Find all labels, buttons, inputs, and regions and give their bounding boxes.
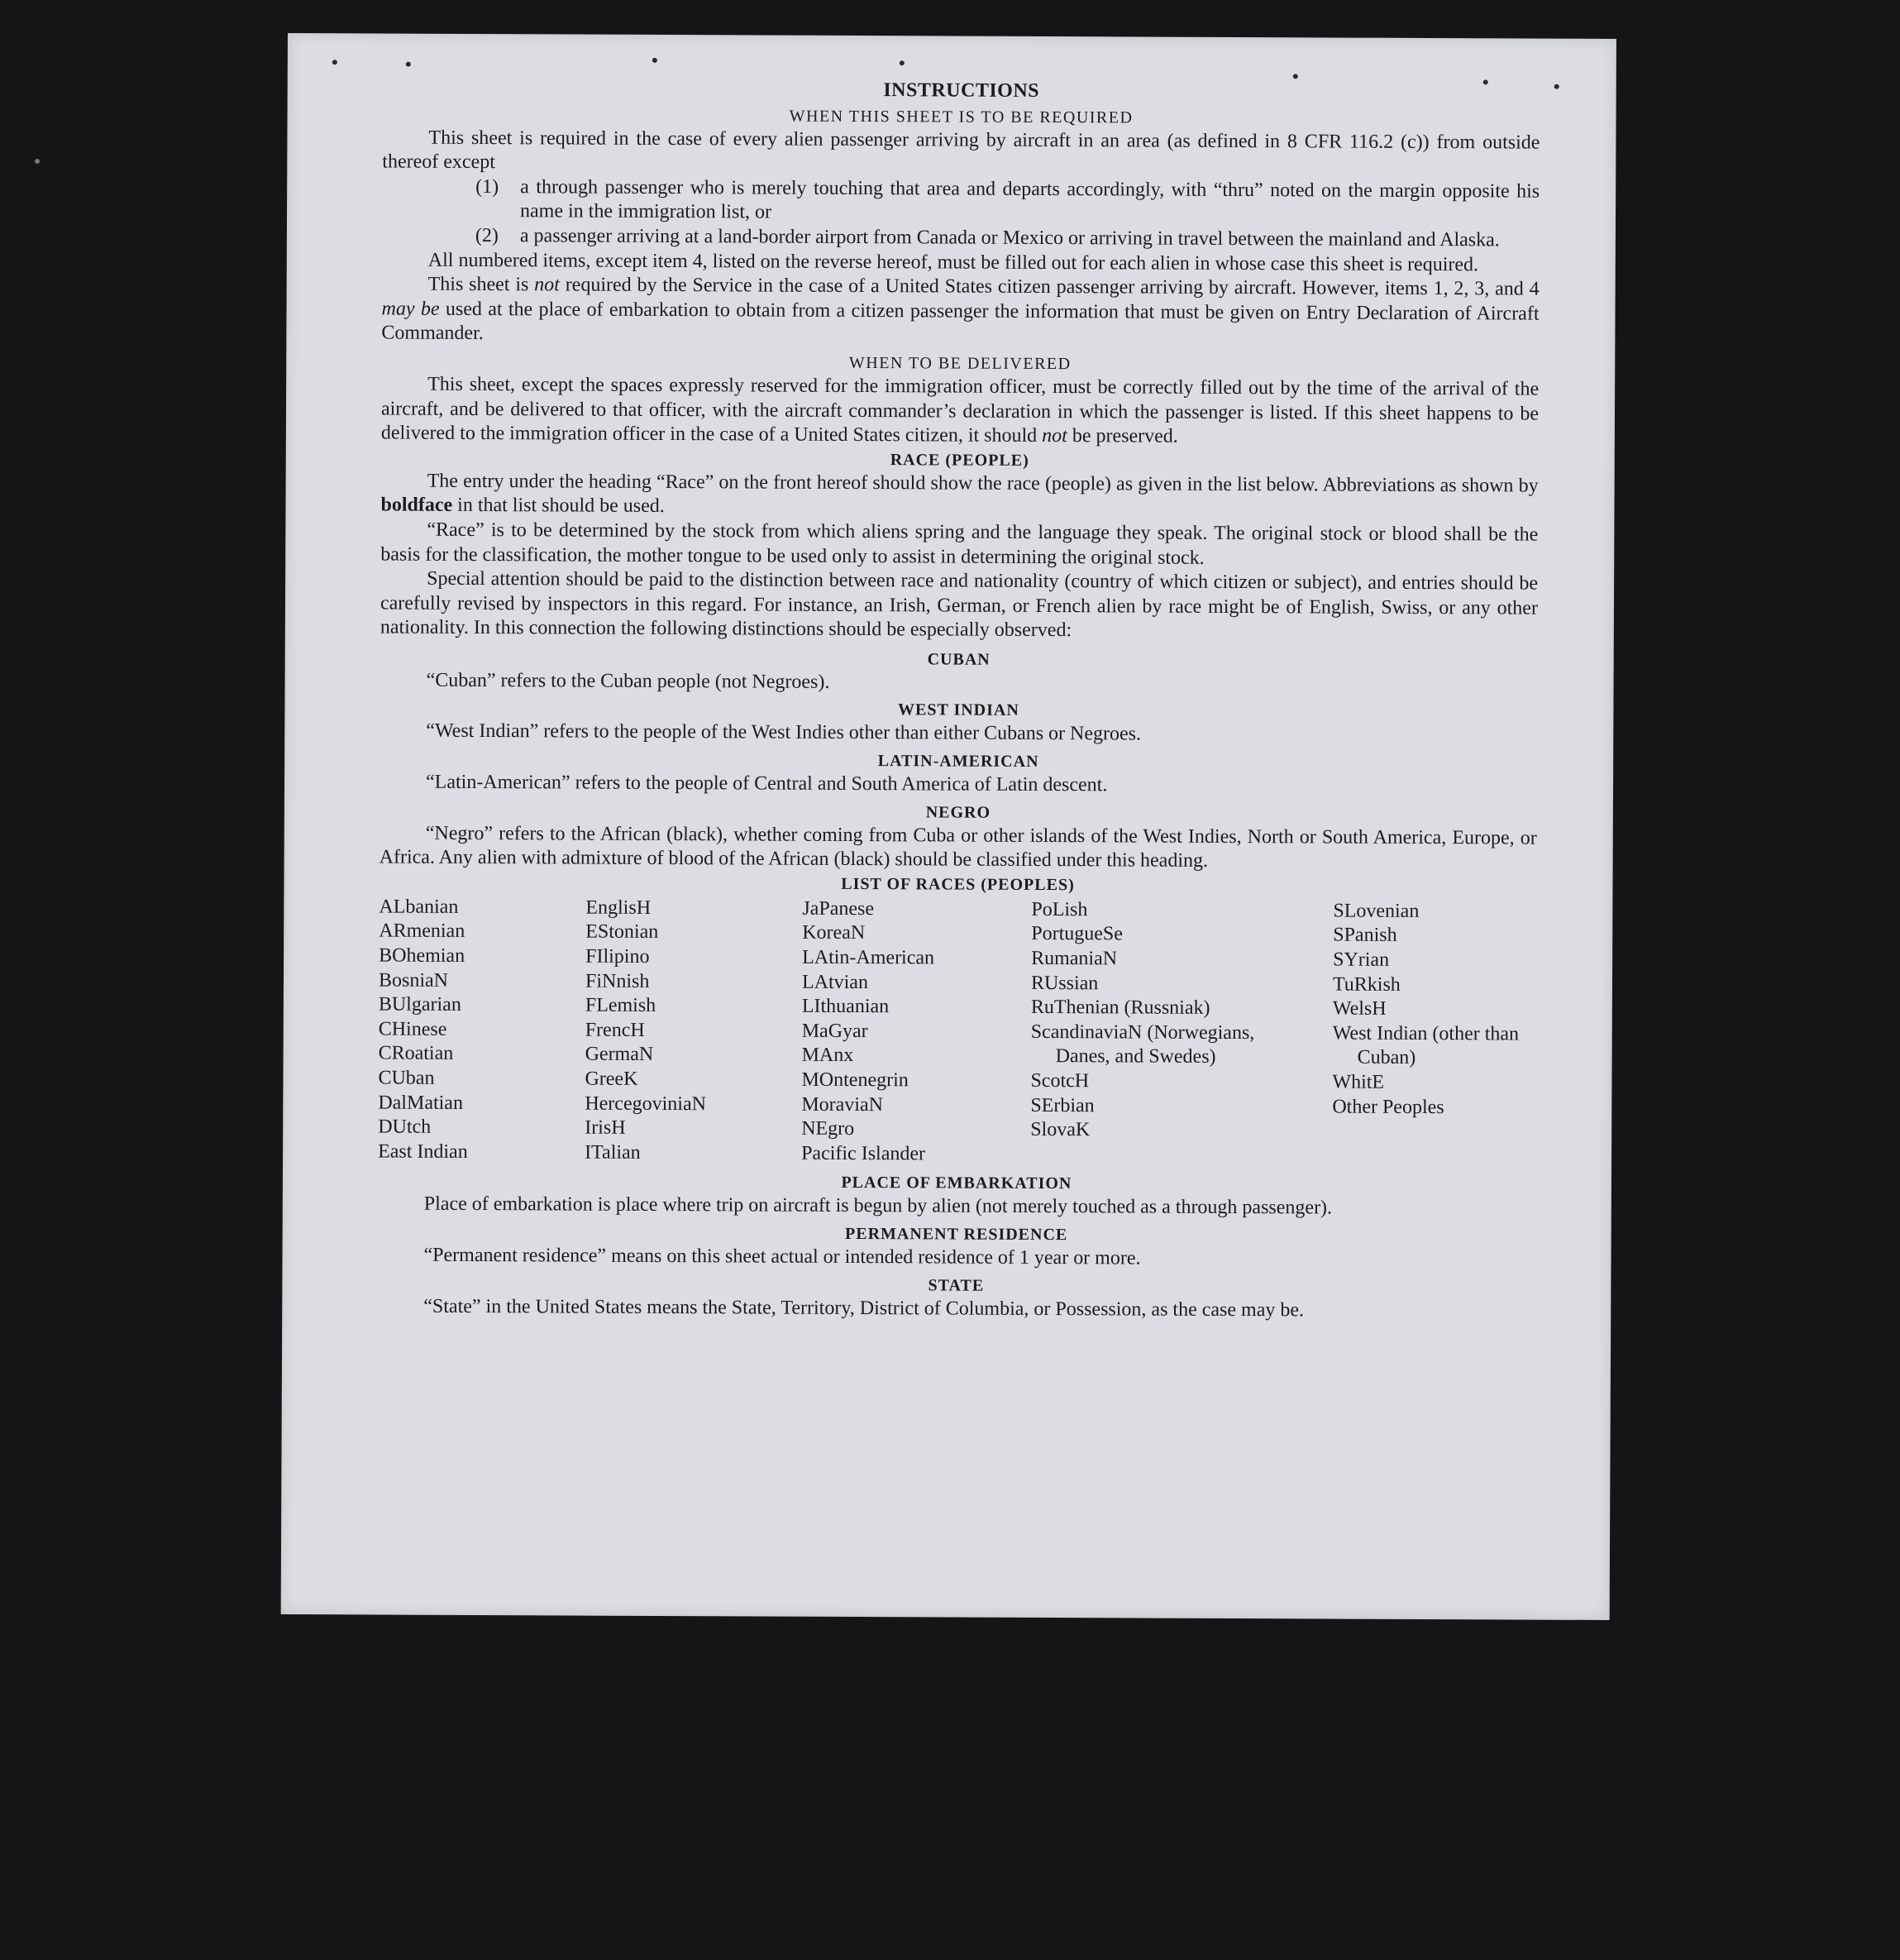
race-entry: SErbian xyxy=(1030,1094,1095,1116)
section-heading-race: RACE (PEOPLE) xyxy=(890,450,1029,470)
race-entry: DalMatian xyxy=(378,1092,464,1114)
race-entry: MOntenegrin xyxy=(801,1068,909,1092)
race-entry: SYrian xyxy=(1333,949,1390,971)
race-entry: KoreaN xyxy=(802,922,866,944)
document-title: INSTRUCTIONS xyxy=(883,79,1040,102)
punch-mark xyxy=(1293,74,1298,79)
race-entry: GermaN xyxy=(585,1043,654,1066)
section-heading-negro: NEGRO xyxy=(925,803,991,822)
punch-mark xyxy=(652,58,657,63)
scan-speck xyxy=(35,159,40,164)
item-text: a through passenger who is merely touching that area and departs accordingly, with “thru” noted on the margin opposite his name in the immigration list, or xyxy=(520,176,1540,223)
race-entry: ScandinaviaN (Norwegians, Danes, and Swedes) xyxy=(1030,1021,1255,1068)
race-entry: TuRkish xyxy=(1332,973,1401,996)
delivered-paragraph: This sheet, except the spaces expressly reserved for the immigration officer, must be correctly filled out by the time of the arrival of the aircraft, and be delivered to that officer, with the aircraft commander’s declaration in which the passenger is listed. If this sheet happens to be delivered to the immigration officer in the case of a United States citizen, it should not be preserved. xyxy=(380,373,1540,447)
race-entry: BOhemian xyxy=(379,944,465,967)
race-entry: West Indian (other than Cuban) xyxy=(1332,1022,1520,1069)
races-column-3 xyxy=(801,897,1031,1168)
races-list xyxy=(378,895,1536,1169)
race-paragraph-3: Special attention should be paid to the distinction between race and nationality (country of which citizen or subject), and entries should be carefully revised by inspectors in this regard. For instance, an Irish, German, or French alien by race might be of English, Swiss, or any other nationality. In this connection the following distinctions should be especially observed: xyxy=(380,567,1539,642)
race-entry: SLovenian xyxy=(1333,900,1420,922)
residence-definition: “Permanent residence” means on this sheet actual or intended residence of 1 year or more. xyxy=(423,1244,1141,1269)
race-paragraph-2: “Race” is to be determined by the stock from which aliens spring and the language they speak. The original stock or blood shall be the basis for the classification, the mother tongue to be used only to assist in determining the original stock. xyxy=(380,519,1539,569)
item-number: (1) xyxy=(475,175,499,198)
section-heading-cuban: CUBAN xyxy=(927,650,991,669)
section-heading-delivered: WHEN TO BE DELIVERED xyxy=(848,353,1072,374)
section-heading-west-indian: WEST INDIAN xyxy=(897,700,1019,720)
race-entry: LAtvian xyxy=(801,971,869,993)
race-entry: BUlgarian xyxy=(378,993,461,1016)
races-column-1 xyxy=(378,895,585,1165)
section-heading-embarkation: PLACE OF EMBARKATION xyxy=(841,1174,1072,1193)
required-intro: This sheet is required in the case of every alien passenger arriving by aircraft in an area (as defined in 8 CFR 116.2 (c)) from outside thereof except xyxy=(382,127,1540,174)
race-entry: ITalian xyxy=(585,1141,641,1164)
races-column-2 xyxy=(585,896,802,1166)
punch-mark xyxy=(900,60,905,65)
race-entry: IrisH xyxy=(585,1116,626,1139)
negro-definition: “Negro” refers to the African (black), whether coming from Cuba or other islands of the West Indies, North or South America, Europe, or Africa. Any alien with admixture of blood of the African (black) should be classified under this heading. xyxy=(379,822,1537,872)
required-paragraph-3: This sheet is not required by the Service in the case of a United States citizen passenger arriving by aircraft. However, items 1, 2, 3, and 4 may be used at the place of embarkation to obtain from a citizen passenger the information that must be given on Entry Declaration of Aircraft Commander. xyxy=(381,273,1540,345)
race-paragraph-1: The entry under the heading “Race” on the front hereof should show the race (people) as given in the list below. Abbreviations as shown by boldface in that list should be used. xyxy=(380,470,1539,518)
race-entry: Pacific Islander xyxy=(801,1142,926,1165)
section-heading-residence: PERMANENT RESIDENCE xyxy=(844,1224,1068,1245)
race-entry: LAtin-American xyxy=(802,946,935,969)
race-entry: MoraviaN xyxy=(801,1093,884,1116)
latin-american-definition: “Latin-American” refers to the people of Central and South America of Latin descent. xyxy=(425,771,1108,796)
race-entry: ScotcH xyxy=(1030,1069,1090,1092)
race-entry: HercegoviniaN xyxy=(585,1092,707,1115)
race-entry: CHinese xyxy=(378,1018,447,1040)
list-of-races-heading: LIST OF RACES (PEOPLES) xyxy=(841,874,1075,895)
state-definition: “State” in the United States means the State, Territory, District of Columbia, or Possession, as the case may be. xyxy=(423,1295,1305,1321)
race-entry: CUban xyxy=(378,1067,435,1089)
race-entry: DUtch xyxy=(378,1116,432,1138)
race-entry: GreeK xyxy=(585,1068,638,1090)
item-text: a passenger arriving at a land-border airport from Canada or Mexico or arriving in travel between the mainland and Alaska. xyxy=(519,225,1500,251)
race-entry: LIthuanian xyxy=(801,995,890,1018)
race-entry: EnglisH xyxy=(585,896,652,919)
race-entry: RumaniaN xyxy=(1031,947,1118,970)
race-entry: SPanish xyxy=(1333,924,1397,947)
race-entry: FrencH xyxy=(585,1019,645,1041)
item-number: (2) xyxy=(475,224,499,247)
exception-item-1 xyxy=(475,175,1540,229)
section-heading-latin-american: LATIN-AMERICAN xyxy=(877,752,1039,772)
race-entry: FLemish xyxy=(585,994,656,1017)
section-heading-state: STATE xyxy=(928,1275,985,1295)
punch-mark xyxy=(332,60,337,65)
race-entry: BosniaN xyxy=(378,969,449,992)
required-paragraph-2: All numbered items, except item 4, listed on the reverse hereof, must be filled out for each alien in whose case this sheet is required. xyxy=(427,249,1479,275)
race-entry: RUssian xyxy=(1030,972,1099,994)
section-heading-required: WHEN THIS SHEET IS TO BE REQUIRED xyxy=(789,107,1134,127)
document-page xyxy=(281,33,1616,1620)
race-entry: East Indian xyxy=(378,1140,468,1163)
west-indian-definition: “West Indian” refers to the people of the West Indies other than either Cubans or Negroes. xyxy=(426,720,1142,745)
race-entry: NEgro xyxy=(801,1117,855,1140)
punch-mark xyxy=(1554,84,1559,89)
cuban-definition: “Cuban” refers to the Cuban people (not Negroes). xyxy=(426,669,830,693)
race-entry: WhitE xyxy=(1332,1071,1385,1093)
embarkation-definition: Place of embarkation is place where trip on aircraft is begun by alien (not merely touched as a through passenger). xyxy=(423,1193,1333,1219)
race-entry: FIlipino xyxy=(585,945,650,968)
instructions-content xyxy=(377,77,1540,1324)
punch-mark xyxy=(406,62,411,67)
race-entry: JaPanese xyxy=(802,897,875,920)
race-entry: PoLish xyxy=(1031,898,1088,921)
race-entry: MAnx xyxy=(801,1045,854,1067)
race-entry: ARmenian xyxy=(379,920,465,943)
races-column-4 xyxy=(1030,898,1333,1169)
race-entry: ALbanian xyxy=(379,896,459,918)
races-column-5 xyxy=(1332,899,1540,1169)
race-entry: FiNnish xyxy=(585,970,650,992)
race-entry: PortugueSe xyxy=(1031,923,1123,945)
race-entry: WelsH xyxy=(1332,997,1387,1021)
race-entry: SlovaK xyxy=(1030,1119,1091,1141)
race-entry: MaGyar xyxy=(801,1020,868,1042)
race-entry: CRoatian xyxy=(378,1042,454,1065)
race-entry: EStonian xyxy=(585,921,659,944)
race-entry: Other Peoples xyxy=(1332,1096,1444,1118)
race-entry: RuThenian (Russniak) xyxy=(1030,997,1210,1020)
